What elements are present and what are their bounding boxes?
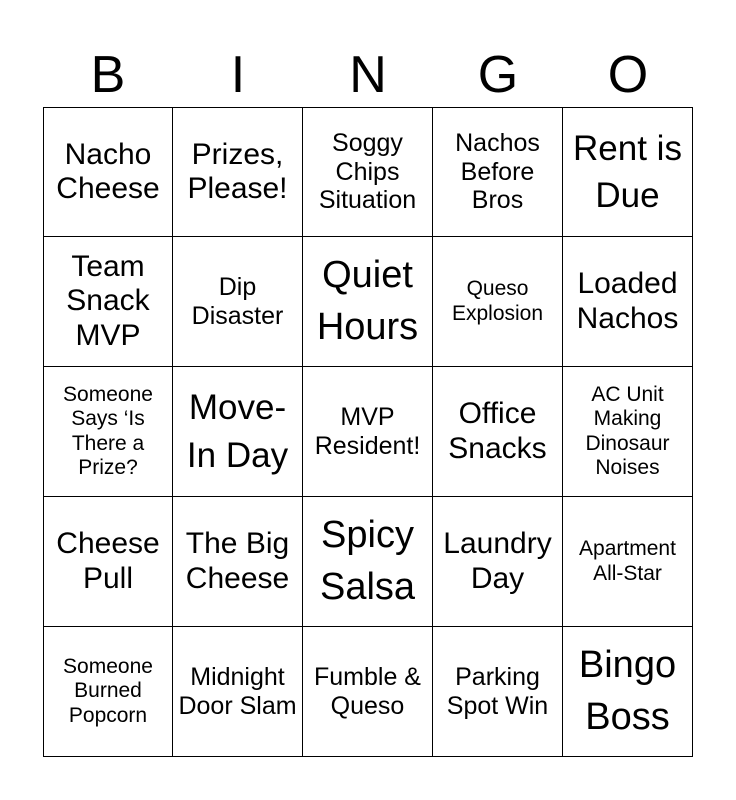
bingo-cell[interactable]: Apartment All-Star: [563, 497, 693, 627]
bingo-grid: [43, 107, 693, 757]
bingo-cell[interactable]: Loaded Nachos: [563, 237, 693, 367]
bingo-cell[interactable]: Quiet Hours: [303, 237, 433, 367]
bingo-cell[interactable]: Soggy Chips Situation: [303, 107, 433, 237]
header-letter-g: G: [477, 46, 519, 104]
bingo-cell[interactable]: Nacho Cheese: [43, 107, 173, 237]
bingo-header: [43, 44, 693, 106]
header-letter-i: I: [230, 46, 246, 104]
bingo-cell[interactable]: Dip Disaster: [173, 237, 303, 367]
bingo-cell[interactable]: MVP Resident!: [303, 367, 433, 497]
bingo-cell[interactable]: Someone Burned Popcorn: [43, 627, 173, 757]
bingo-cell[interactable]: Cheese Pull: [43, 497, 173, 627]
bingo-cell[interactable]: Someone Says ‘Is There a Prize?: [43, 367, 173, 497]
bingo-cell[interactable]: Move-In Day: [173, 367, 303, 497]
bingo-cell[interactable]: Bingo Boss: [563, 627, 693, 757]
header-letter-n: N: [349, 46, 387, 104]
bingo-cell[interactable]: Queso Explosion: [433, 237, 563, 367]
header-letter-o: O: [607, 46, 649, 104]
header-letter-b: B: [90, 46, 126, 104]
bingo-cell[interactable]: Nachos Before Bros: [433, 107, 563, 237]
bingo-cell[interactable]: Midnight Door Slam: [173, 627, 303, 757]
bingo-cell[interactable]: Laundry Day: [433, 497, 563, 627]
bingo-cell[interactable]: Rent is Due: [563, 107, 693, 237]
bingo-cell[interactable]: The Big Cheese: [173, 497, 303, 627]
bingo-cell[interactable]: Spicy Salsa: [303, 497, 433, 627]
bingo-cell[interactable]: AC Unit Making Dinosaur Noises: [563, 367, 693, 497]
bingo-cell[interactable]: Prizes, Please!: [173, 107, 303, 237]
bingo-cell[interactable]: Parking Spot Win: [433, 627, 563, 757]
bingo-cell[interactable]: Office Snacks: [433, 367, 563, 497]
bingo-cell[interactable]: Team Snack MVP: [43, 237, 173, 367]
bingo-cell[interactable]: Fumble & Queso: [303, 627, 433, 757]
